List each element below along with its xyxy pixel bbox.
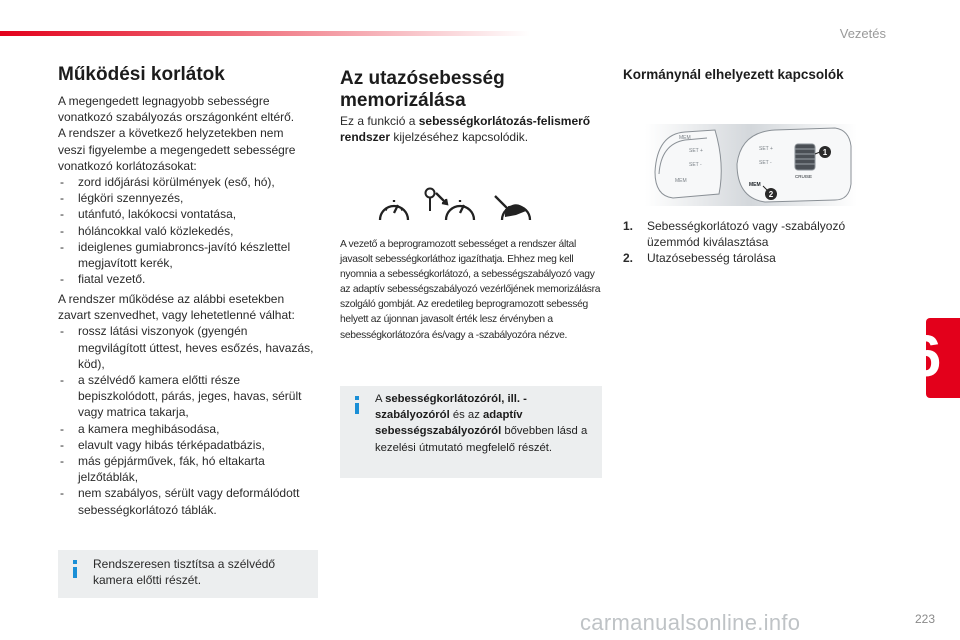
info-text-part: és az [449, 409, 483, 422]
list-item: - elavult vagy hibás térképadatbázis, [58, 437, 318, 453]
legend-number: 2. [623, 251, 634, 266]
limits-intro: A megengedett legnagyobb sebességre vonatkozó szabályozás országonként eltérő. A rendszer a következő helyzetekben nem veszi figyelembe a megengedett sebességre vonatkozó korlátozásokat: [58, 94, 296, 173]
limits-list [58, 174, 303, 287]
list-item: - rossz látási viszonyok (gyengén megvilágított úttest, heves esőzés, havazás, köd), [58, 323, 318, 372]
controls-legend [623, 218, 863, 267]
list-item: - a kamera meghibásodása, [58, 421, 318, 437]
info-text-part: A [375, 393, 386, 405]
list-item: - a szélvédő kamera előtti része bepiszkolódott, párás, jeges, havas, sérült vagy matrica takarja, [58, 372, 318, 421]
speed-memorize-icons [376, 187, 550, 227]
speedometer-active-icon [495, 196, 530, 220]
memory-pin-icon [426, 189, 435, 212]
disturbance-block [58, 291, 318, 518]
intro-bold: sebességkorlátozás-felismerő rendszer [340, 114, 591, 145]
speedometer-icon [380, 200, 408, 220]
list-item: - nem szabályos, sérült vagy deformálódott sebességkorlátozó táblák. [58, 485, 318, 517]
legend-text: Utazósebesség tárolása [647, 251, 776, 266]
stalk-right [737, 128, 851, 202]
stalk-label: MEM [749, 182, 761, 188]
callout-2-number: 2 [768, 190, 774, 199]
stalk-label: MEM [679, 135, 691, 141]
legend-item [623, 218, 863, 250]
camera-cleaning-info-box [58, 550, 318, 598]
stalk-label: CRUISE [795, 174, 813, 179]
steering-stalk-illustration [645, 124, 857, 206]
intro-text: Ez a funkció a [340, 114, 419, 128]
list-item: - hóláncokkal való közlekedés, [58, 223, 303, 239]
page-number: 223 [915, 612, 936, 626]
stalk-label: MEM [675, 178, 687, 184]
info-bold-adaptive: adaptív sebességszabályozóról [375, 409, 523, 438]
info-bold-limiter: sebességkorlátozóról, ill. -szabályozóról [375, 393, 527, 422]
steering-controls-heading: Kormánynál elhelyezett kapcsolók [623, 67, 844, 82]
info-text-part: bővebben lásd a kezelési útmutató megfelelő részét. [375, 425, 588, 454]
memorize-heading: Az utazósebesség memorizálása [340, 68, 505, 111]
header-accent-bar [0, 31, 530, 36]
section-title: Vezetés [839, 26, 886, 41]
list-item: - zord időjárási körülmények (eső, hó), [58, 174, 303, 190]
list-item: - ideiglenes gumiabroncs-javító készlettel megjavított kerék, [58, 239, 303, 271]
stalk-label: SET + [689, 148, 703, 154]
list-item: - más gépjárművek, fák, hó eltakarta jelzőtáblák, [58, 453, 318, 485]
speedometer-arrow-icon [436, 193, 474, 220]
list-item: - utánfutó, lakókocsi vontatása, [58, 206, 303, 222]
legend-item [623, 250, 863, 266]
limits-intro-block [58, 93, 303, 287]
watermark: carmanualsonline.info [580, 610, 801, 635]
legend-text: Sebességkorlátozó vagy -szabályozó üzemmód kiválasztása [647, 219, 846, 250]
legend-number: 1. [623, 219, 634, 233]
chapter-number: 6 [909, 324, 942, 389]
intro-text-end: kijelzéséhez kapcsolódik. [390, 130, 529, 145]
stalk-label: SET - [689, 162, 702, 168]
cruise-info-box [340, 386, 602, 478]
callout-1-number: 1 [822, 148, 828, 157]
memorize-description: A vezető a beprogramozott sebességet a rendszer által javasolt sebességkorláthoz igazíthatja. Ehhez meg kell nyomnia a sebességkorlátozó, a sebességszabályozó vagy az adaptív sebességszabályozó vezérlőjének memorizálásra szolgáló gombját. Az eredetileg beprogramozott sebesség helyett az újonnan javasolt érték lesz érvényben a sebességkorlátozóra és/vagy a -szabályozóra nézve. [340, 239, 601, 341]
stalk-label: SET + [759, 146, 773, 152]
info-text: Rendszeresen tisztítsa a szélvédő kamera előtti részét. [93, 557, 276, 588]
disturbance-list [58, 323, 318, 517]
disturbance-intro: A rendszer működése az alábbi esetekben zavart szenvedhet, vagy lehetetlenné válhat: [58, 292, 295, 323]
limits-heading: Működési korlátok [58, 64, 225, 85]
info-text [375, 391, 590, 456]
memorize-intro [340, 113, 602, 145]
list-item: - légköri szennyezés, [58, 190, 303, 206]
stalk-label: SET - [759, 160, 772, 166]
list-item: - fiatal vezető. [58, 271, 303, 287]
